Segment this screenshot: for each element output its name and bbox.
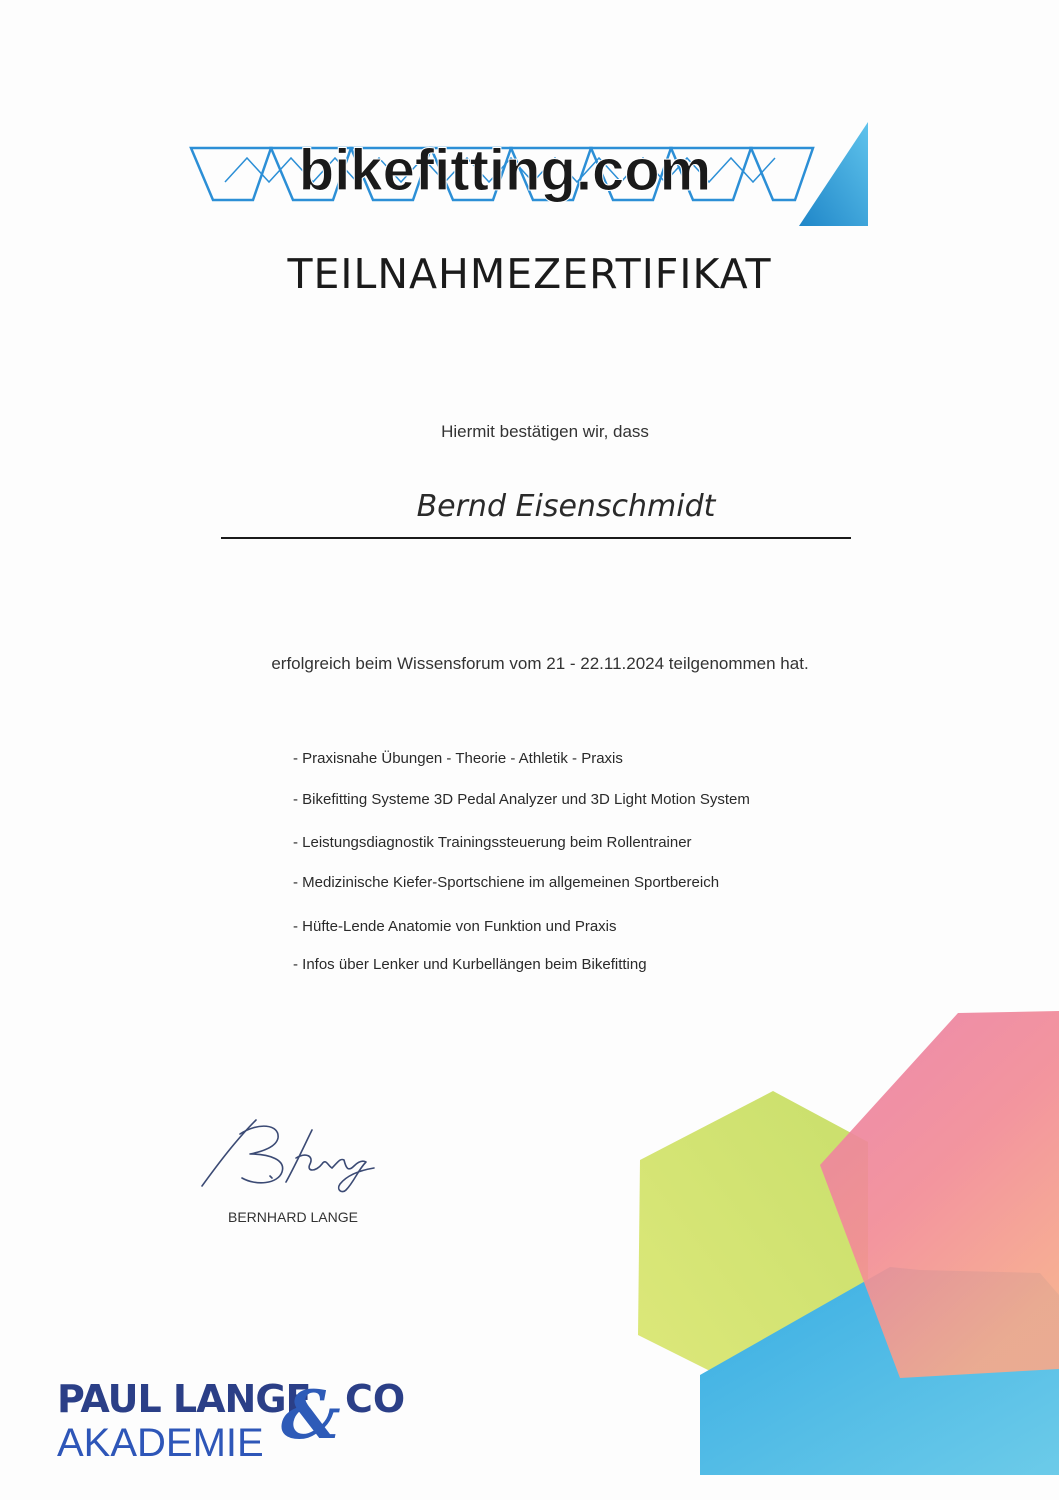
bikefitting-logo xyxy=(185,118,875,230)
paul-lange-akademie-logo xyxy=(55,1368,415,1468)
topic-item: - Hüfte-Lende Anatomie von Funktion und Praxis xyxy=(293,918,617,935)
logo-line2: AKADEMIE xyxy=(57,1421,264,1465)
signer-name: BERNHARD LANGE xyxy=(228,1209,358,1225)
topic-item: - Medizinische Kiefer-Sportschiene im allgemeinen Sportbereich xyxy=(293,874,720,891)
logo-triangle xyxy=(799,122,868,226)
name-underline xyxy=(221,537,851,539)
completion-text: erfolgreich beim Wissensforum vom 21 - 22.11.2024 teilgenommen hat. xyxy=(271,654,809,673)
topic-item: - Leistungsdiagnostik Trainingssteuerung beim Rollentrainer xyxy=(293,834,692,851)
intro-text: Hiermit bestätigen wir, dass xyxy=(441,422,649,441)
logo-ampersand: & xyxy=(281,1376,341,1454)
logo-text: bikefitting.com xyxy=(298,138,712,203)
topic-item: - Bikefitting Systeme 3D Pedal Analyzer und 3D Light Motion System xyxy=(293,791,750,808)
topic-item: - Praxisnahe Übungen - Theorie - Athletik - Praxis xyxy=(293,750,623,767)
certificate-title: TEILNAHMEZERTIFIKAT xyxy=(287,250,772,298)
signature xyxy=(198,1112,388,1197)
logo-line1: PAUL LANGE xyxy=(57,1377,311,1421)
logo-co: CO xyxy=(345,1377,406,1421)
topic-item: - Infos über Lenker und Kurbellängen beim Bikefitting xyxy=(293,956,647,973)
participant-name: Bernd Eisenschmidt xyxy=(416,489,716,524)
decorative-hexagons xyxy=(630,1005,1059,1500)
